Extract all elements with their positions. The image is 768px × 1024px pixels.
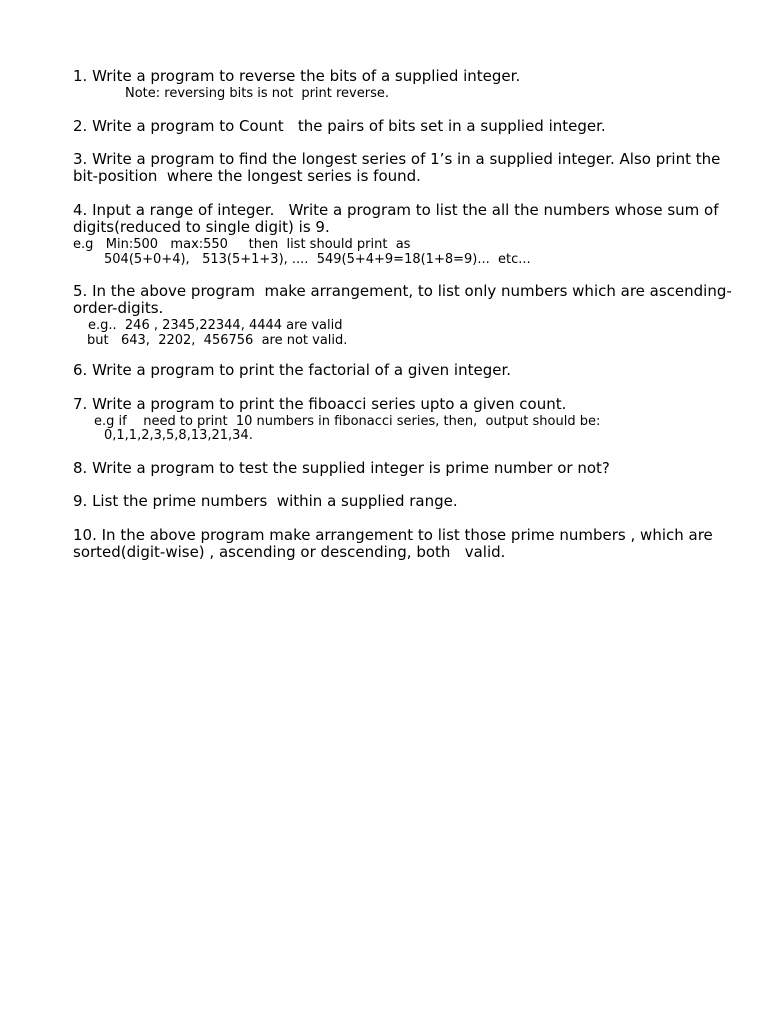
question-4: 4. Input a range of integer. Write a program to list the all the numbers whose sum of digits(reduced to single digit) is 9. — [73, 201, 724, 236]
question-6: 6. Write a program to print the factorial of a given integer. — [73, 361, 512, 379]
question-7-example: e.g if need to print 10 numbers in fibonacci series, then, output should be: — [94, 414, 601, 429]
question-2: 2. Write a program to Count the pairs of bits set in a supplied integer. — [73, 117, 606, 135]
question-3: 3. Write a program to find the longest series of 1’s in a supplied integer. Also print the bit-position where the longest series is found. — [73, 150, 726, 185]
question-7: 7. Write a program to print the fiboacci series upto a given count. — [73, 395, 567, 413]
question-9: 9. List the prime numbers within a supplied range. — [73, 492, 458, 510]
question-4-example-values: 504(5+0+4), 513(5+1+3), .... 549(5+4+9=18(1+8=9)... etc... — [104, 252, 531, 267]
question-1: 1. Write a program to reverse the bits of a supplied integer. — [73, 67, 521, 85]
question-5-invalid-example: but 643, 2202, 456756 are not valid. — [87, 333, 348, 348]
question-8: 8. Write a program to test the supplied integer is prime number or not? — [73, 459, 610, 477]
question-5: 5. In the above program make arrangement, to list only numbers which are ascending-order-digits. — [73, 282, 732, 317]
question-5-valid-example: e.g.. 246 , 2345,22344, 4444 are valid — [88, 318, 343, 333]
question-4-example: e.g Min:500 max:550 then list should print as — [73, 237, 411, 252]
question-10: 10. In the above program make arrangement to list those prime numbers , which are sorted(digit-wise) , ascending or descending, both valid. — [73, 526, 718, 561]
question-1-note: Note: reversing bits is not print reverse. — [125, 86, 389, 101]
question-7-example-output: 0,1,1,2,3,5,8,13,21,34. — [104, 428, 253, 443]
